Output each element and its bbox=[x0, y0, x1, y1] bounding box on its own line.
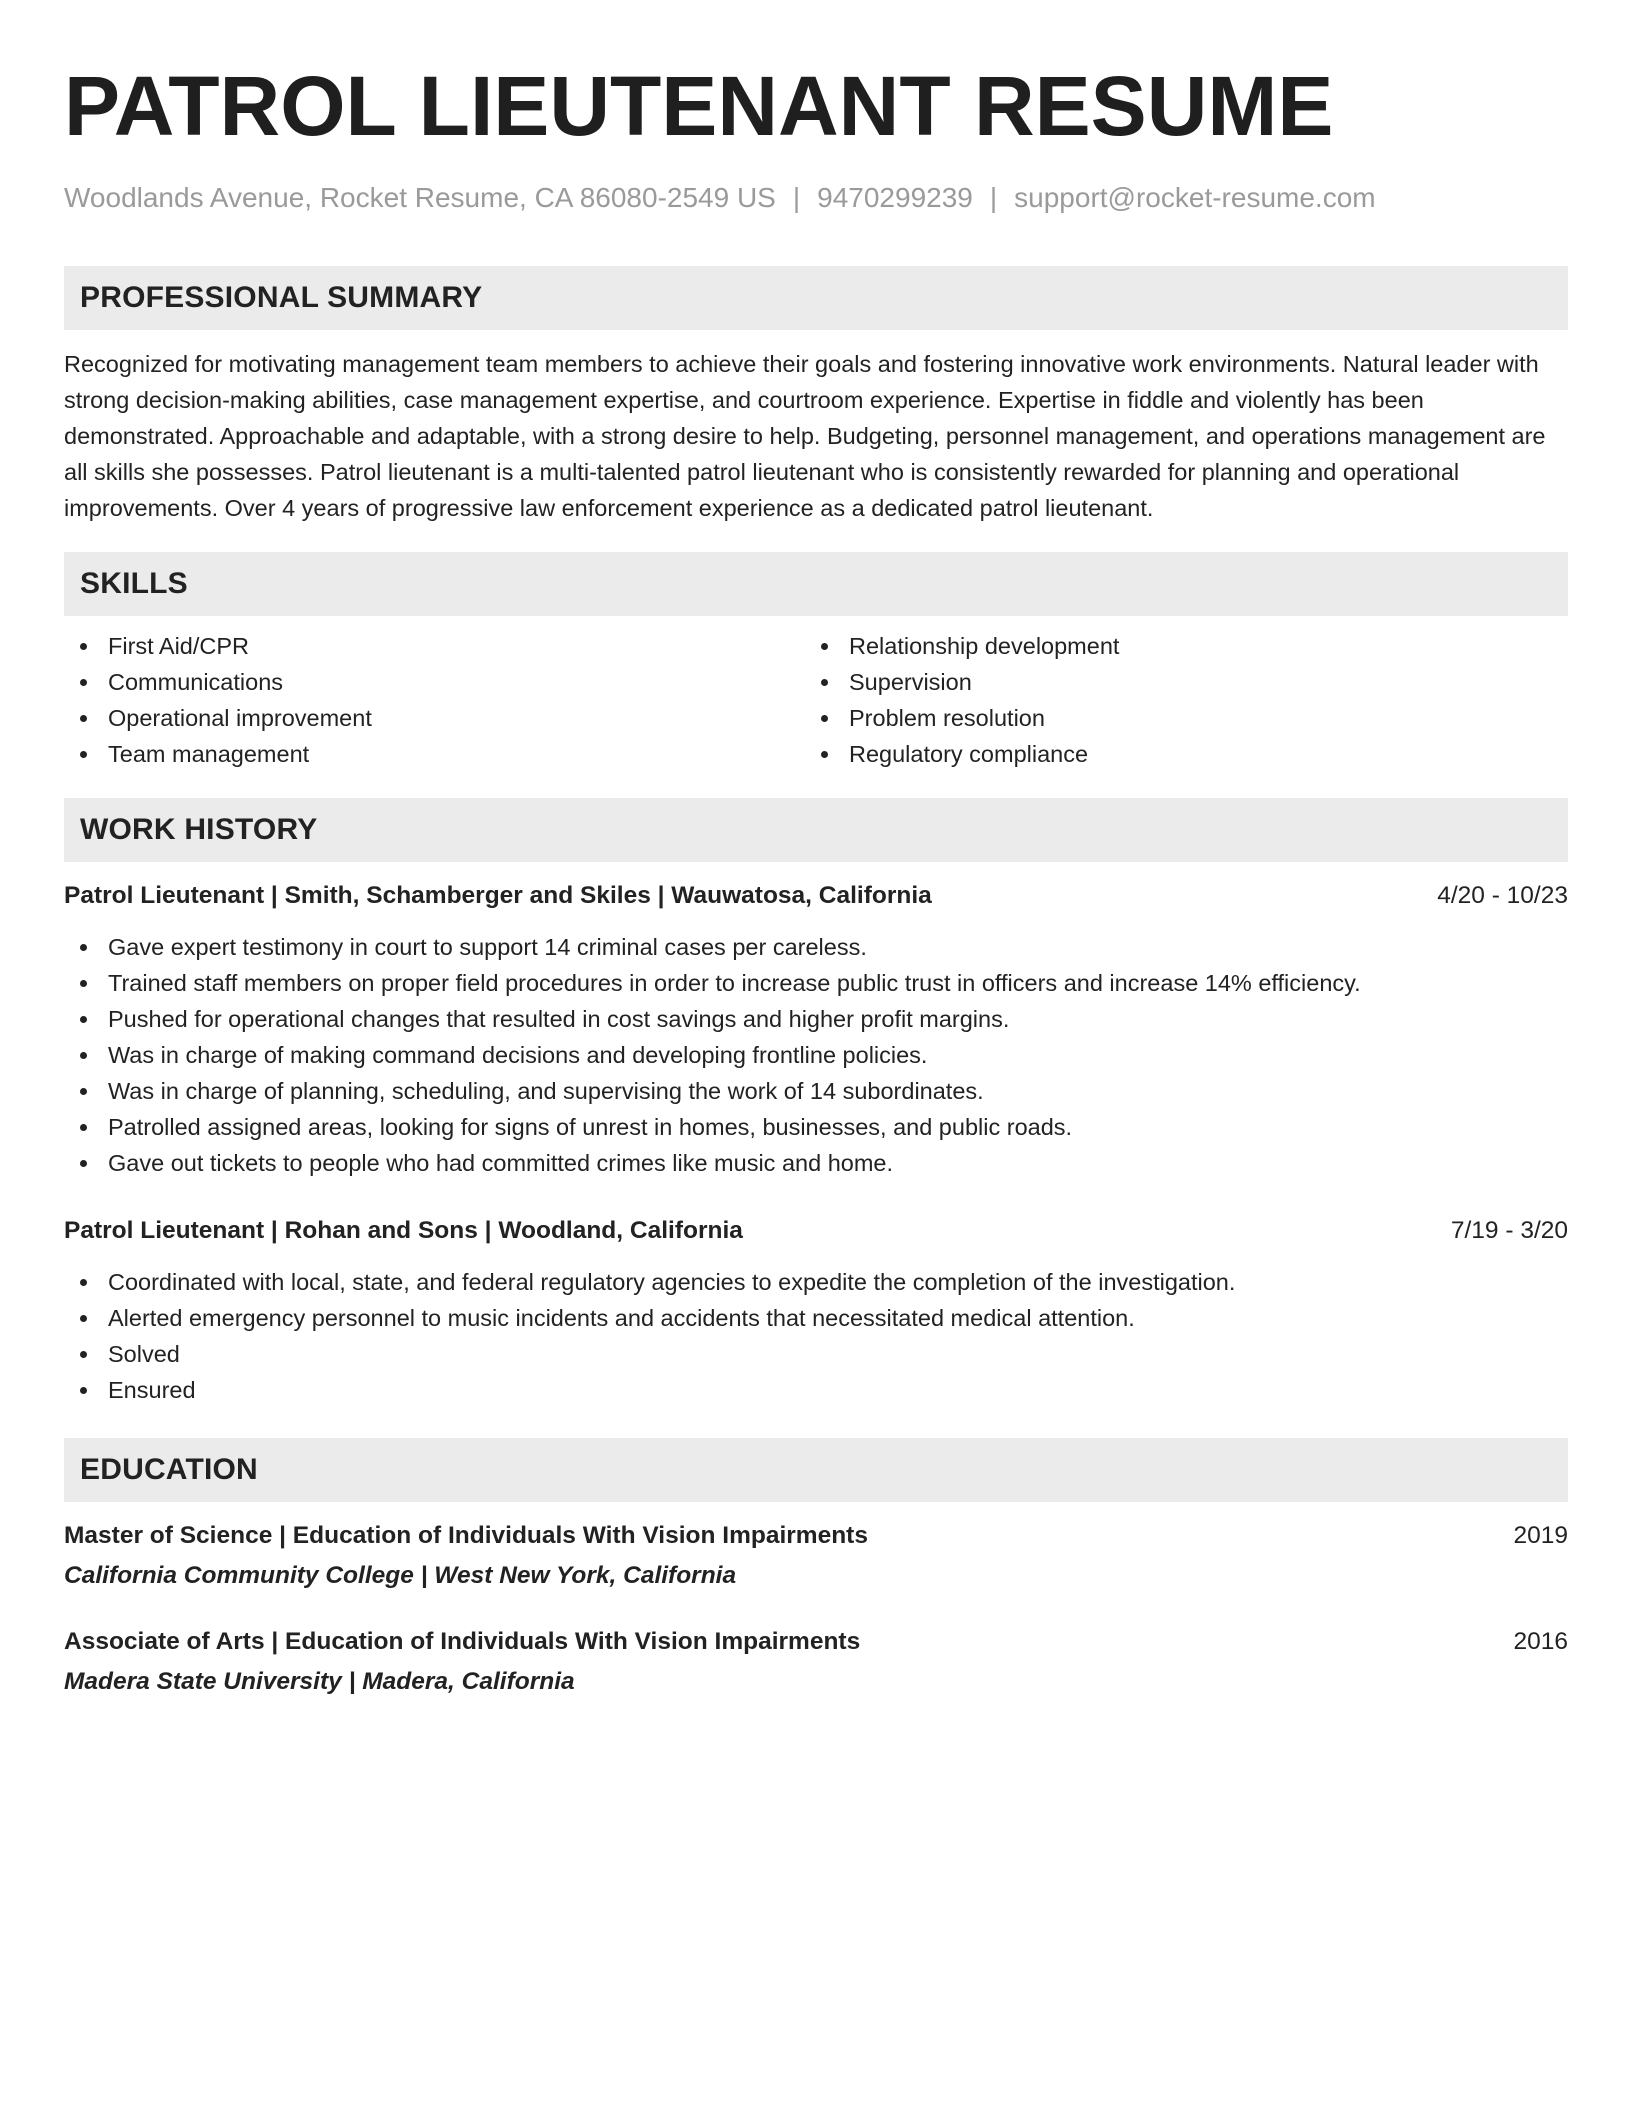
job-bullet: Was in charge of making command decisions and developing frontline policies. bbox=[64, 1037, 1568, 1073]
job-bullet: Was in charge of planning, scheduling, and supervising the work of 14 subordinates. bbox=[64, 1073, 1568, 1109]
contact-email: support@rocket-resume.com bbox=[1014, 182, 1376, 213]
education-degree: Associate of Arts | Education of Individuals With Vision Impairments bbox=[64, 1628, 861, 1655]
skills-column-left bbox=[64, 628, 805, 772]
job-title: Patrol Lieutenant | Smith, Schamberger and Skiles | Wauwatosa, California bbox=[64, 882, 932, 909]
section-heading-summary: PROFESSIONAL SUMMARY bbox=[64, 266, 1568, 330]
job-bullet: Pushed for operational changes that resulted in cost savings and higher profit margins. bbox=[64, 1001, 1568, 1037]
job-dates: 4/20 - 10/23 bbox=[1437, 882, 1568, 909]
skill-item: Problem resolution bbox=[805, 700, 1546, 736]
skill-item: Relationship development bbox=[805, 628, 1546, 664]
job-header bbox=[64, 878, 1568, 914]
education-header bbox=[64, 1624, 1568, 1660]
education-entry bbox=[64, 1624, 1568, 1700]
job-bullet: Patrolled assigned areas, looking for signs of unrest in homes, businesses, and public roads. bbox=[64, 1109, 1568, 1145]
job-bullets bbox=[64, 929, 1568, 1181]
skill-item: Team management bbox=[64, 736, 805, 772]
education-school: Madera State University | Madera, California bbox=[64, 1668, 575, 1695]
summary-text: Recognized for motivating management team members to achieve their goals and fostering innovative work environments. Natural leader with strong decision-making abilities, case management expertise, and courtroom experience. Expertise in fiddle and violently has been demonstrated. Approachable and adaptable, with a strong desire to help. Budgeting, personnel management, and operations management are all skills she possesses. Patrol lieutenant is a multi-talented patrol lieutenant who is consistently rewarded for planning and operational improvements. Over 4 years of progressive law enforcement experience as a dedicated patrol lieutenant. bbox=[64, 351, 1546, 521]
education-year: 2019 bbox=[1513, 1522, 1568, 1549]
education-header bbox=[64, 1518, 1568, 1554]
skills-column-right bbox=[805, 628, 1546, 772]
contact-line bbox=[64, 178, 1568, 218]
job-entry bbox=[64, 878, 1568, 1181]
job-title: Patrol Lieutenant | Rohan and Sons | Woodland, California bbox=[64, 1217, 743, 1244]
job-bullet: Trained staff members on proper field procedures in order to increase public trust in officers and increase 14% efficiency. bbox=[64, 965, 1568, 1001]
section-heading-skills: SKILLS bbox=[64, 552, 1568, 616]
job-bullets bbox=[64, 1264, 1568, 1408]
education-year: 2016 bbox=[1513, 1628, 1568, 1655]
contact-separator: | bbox=[792, 182, 801, 213]
skill-item: Communications bbox=[64, 664, 805, 700]
job-bullet: Gave expert testimony in court to support 14 criminal cases per careless. bbox=[64, 929, 1568, 965]
job-bullet: Alerted emergency personnel to music incidents and accidents that necessitated medical attention. bbox=[64, 1300, 1568, 1336]
job-bullet: Solved bbox=[64, 1336, 1568, 1372]
job-entry bbox=[64, 1213, 1568, 1408]
education-entry bbox=[64, 1518, 1568, 1594]
skill-item: Supervision bbox=[805, 664, 1546, 700]
education-school: California Community College | West New York, California bbox=[64, 1562, 737, 1589]
job-dates: 7/19 - 3/20 bbox=[1450, 1217, 1568, 1244]
job-bullet: Gave out tickets to people who had committed crimes like music and home. bbox=[64, 1145, 1568, 1181]
section-heading-education: EDUCATION bbox=[64, 1438, 1568, 1502]
skills-list bbox=[64, 628, 1568, 772]
section-heading-work-history: WORK HISTORY bbox=[64, 798, 1568, 862]
contact-phone: 9470299239 bbox=[817, 182, 973, 213]
skill-item: Operational improvement bbox=[64, 700, 805, 736]
contact-address: Woodlands Avenue, Rocket Resume, CA 86080-2549 US bbox=[64, 182, 776, 213]
skill-item: First Aid/CPR bbox=[64, 628, 805, 664]
contact-separator: | bbox=[989, 182, 998, 213]
job-bullet: Coordinated with local, state, and federal regulatory agencies to expedite the completion of the investigation. bbox=[64, 1264, 1568, 1300]
resume-title: PATROL LIEUTENANT RESUME bbox=[64, 59, 1334, 153]
education-degree: Master of Science | Education of Individuals With Vision Impairments bbox=[64, 1522, 868, 1549]
job-header bbox=[64, 1213, 1568, 1249]
skill-item: Regulatory compliance bbox=[805, 736, 1546, 772]
job-bullet: Ensured bbox=[64, 1372, 1568, 1408]
